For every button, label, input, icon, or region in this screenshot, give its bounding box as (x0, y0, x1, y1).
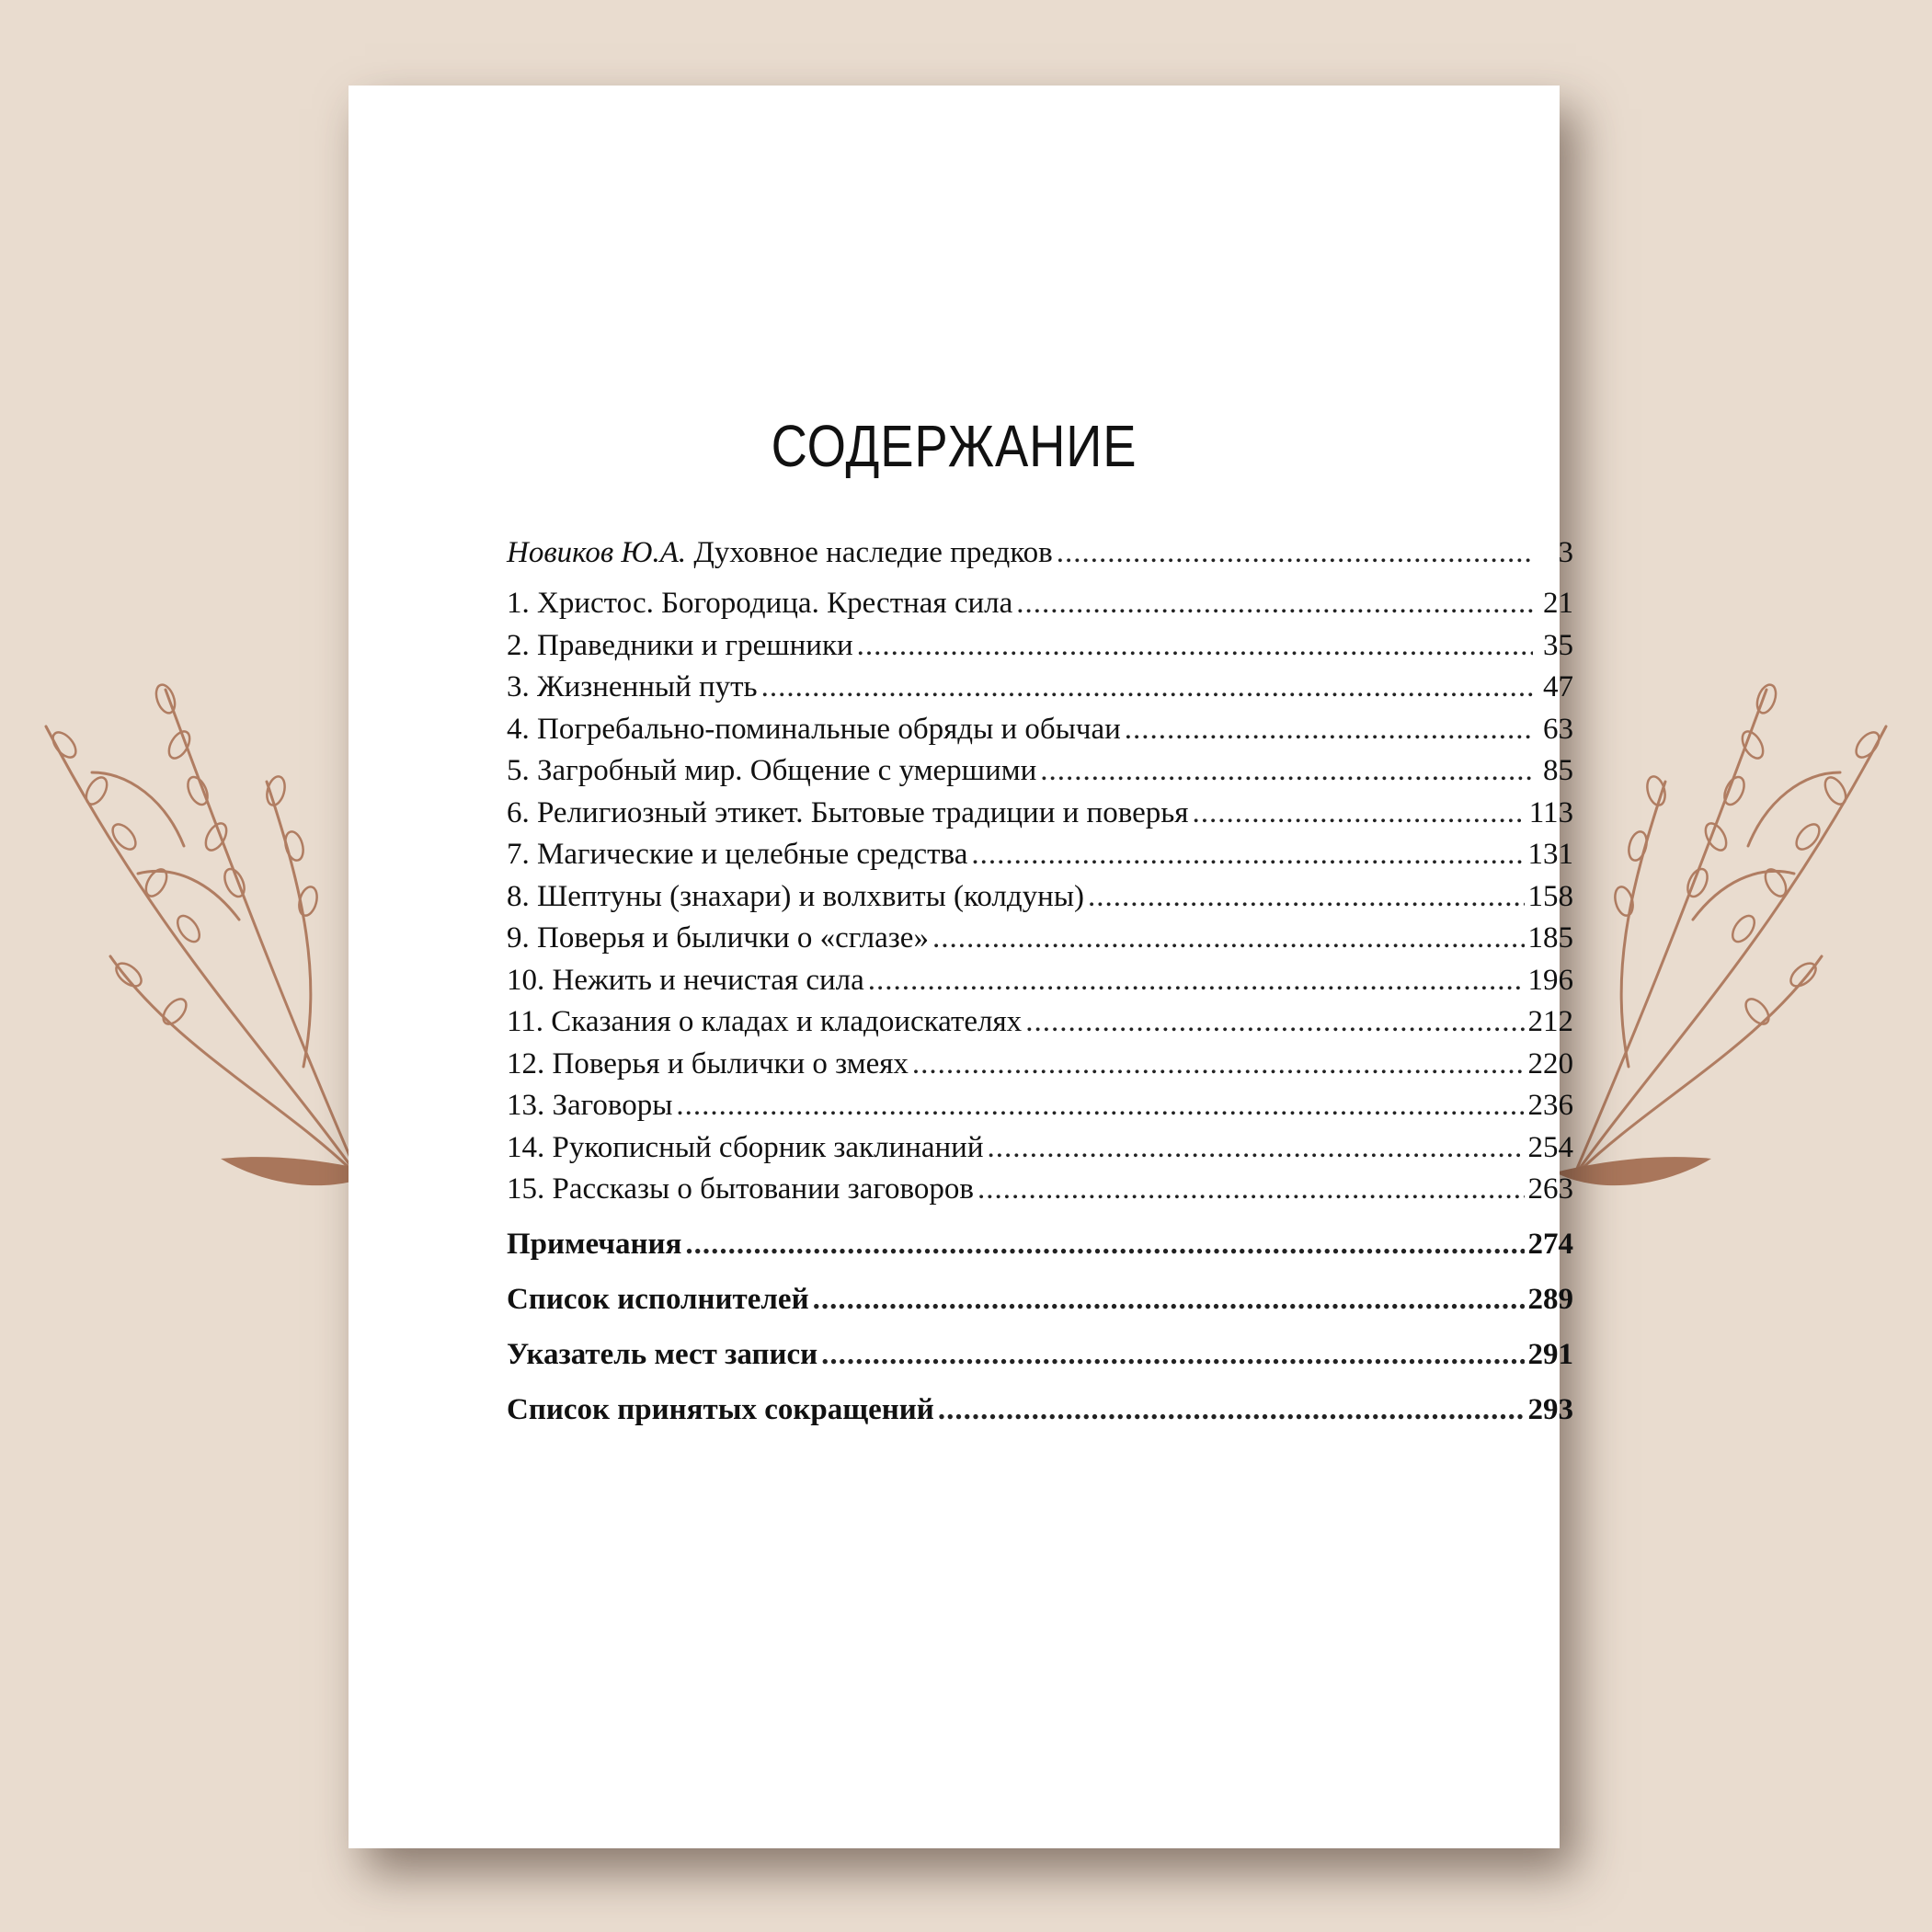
toc-page-number: 21 (1543, 587, 1573, 620)
dot-leader (1057, 536, 1533, 570)
toc-appendix-row (507, 1217, 1573, 1272)
toc-page-number: 85 (1543, 754, 1573, 787)
toc-entry-label: Список исполнителей (507, 1282, 809, 1316)
toc-appendix-row (507, 1272, 1573, 1327)
dot-leader (988, 1127, 1525, 1170)
toc-entry-label: 13. Заговоры (507, 1089, 673, 1122)
toc-chapter-row (507, 625, 1573, 668)
toc-entry-label: 4. Погребально-поминальные обряды и обычаи (507, 712, 1121, 746)
toc-entry-label: 7. Магические и целебные средства (507, 838, 968, 871)
toc-chapter-row (507, 667, 1573, 709)
toc-page-number: 236 (1527, 1089, 1573, 1122)
toc-entry-label: 2. Праведники и грешники (507, 628, 853, 662)
toc-entry-label: 8. Шептуны (знахари) и волхвиты (колдуны) (507, 879, 1084, 913)
toc-entry-label: 1. Христос. Богородица. Крестная сила (507, 587, 1013, 620)
dot-leader (932, 918, 1525, 960)
toc-entry-label: 15. Рассказы о бытовании заговоров (507, 1172, 974, 1206)
toc-page-number: 220 (1527, 1046, 1573, 1080)
dot-leader (977, 1169, 1525, 1211)
toc-preface-label (507, 536, 1053, 570)
dot-leader (912, 1044, 1525, 1086)
toc-chapter-row (507, 1169, 1573, 1211)
toc-chapter-row (507, 960, 1573, 1002)
toc-page-number: 158 (1527, 879, 1573, 913)
dot-leader (1040, 750, 1533, 793)
toc-page-number: 3 (1558, 536, 1573, 569)
dot-leader (971, 834, 1524, 876)
toc-chapter-row (507, 1127, 1573, 1170)
toc-chapter-row (507, 793, 1573, 835)
toc-chapter-row (507, 918, 1573, 960)
toc-chapter-row (507, 1044, 1573, 1086)
dot-leader (1016, 583, 1533, 625)
dot-leader (821, 1327, 1524, 1382)
toc-page-number: 212 (1527, 1005, 1573, 1038)
book-page (349, 86, 1573, 1848)
dot-leader (857, 625, 1533, 668)
dot-leader (868, 960, 1525, 1002)
dot-leader (1025, 1001, 1524, 1044)
toc-entry-label: Указатель мест записи (507, 1337, 818, 1371)
toc-chapter-list (507, 583, 1573, 1211)
preface-title: Духовное наследие предков (693, 536, 1053, 569)
toc-entry-label: 10. Нежить и нечистая сила (507, 963, 864, 997)
toc-entry-label: 5. Загробный мир. Общение с умершими (507, 754, 1037, 787)
page-title: СОДЕРЖАНИЕ (771, 413, 1137, 479)
toc-chapter-row (507, 709, 1573, 751)
toc-appendix-row (507, 1382, 1573, 1437)
toc-chapter-row (507, 583, 1573, 625)
dot-leader (938, 1382, 1525, 1437)
toc-chapter-row (507, 1001, 1573, 1044)
toc-page-number: 131 (1527, 838, 1573, 871)
table-of-contents (507, 536, 1573, 1437)
toc-entry-label: 12. Поверья и былички о змеях (507, 1046, 909, 1080)
toc-appendix-row (507, 1327, 1573, 1382)
dot-leader (1088, 876, 1525, 919)
dot-leader (676, 1085, 1524, 1127)
toc-page-number: 185 (1527, 921, 1573, 955)
toc-page-number: 263 (1527, 1172, 1573, 1206)
dot-leader (1192, 793, 1525, 835)
toc-page-number: 47 (1543, 670, 1573, 703)
toc-page-number: 254 (1527, 1130, 1573, 1164)
toc-page-number: 196 (1527, 963, 1573, 997)
toc-page-number: 63 (1543, 712, 1573, 746)
toc-entry-label: 9. Поверья и былички о «сглазе» (507, 921, 929, 955)
toc-page-number: 35 (1543, 628, 1573, 662)
toc-entry-label: Примечания (507, 1227, 682, 1261)
toc-entry-label: Список принятых сокращений (507, 1392, 934, 1426)
preface-author: Новиков Ю.А. (507, 536, 687, 569)
toc-page-number: 289 (1527, 1282, 1573, 1316)
dot-leader (685, 1217, 1524, 1272)
toc-entry-label: 14. Рукописный сборник заклинаний (507, 1130, 984, 1164)
toc-chapter-row (507, 1085, 1573, 1127)
dot-leader (761, 667, 1533, 709)
toc-page-number: 274 (1527, 1227, 1573, 1261)
toc-chapter-row (507, 876, 1573, 919)
dot-leader (813, 1272, 1525, 1327)
willow-branch-right-icon (1518, 662, 1904, 1232)
toc-entry-label: 6. Религиозный этикет. Бытовые традиции и поверья (507, 795, 1189, 829)
toc-page-number: 293 (1527, 1392, 1573, 1426)
toc-entry-label: 11. Сказания о кладах и кладоискателях (507, 1005, 1023, 1038)
toc-page-number: 113 (1528, 795, 1573, 829)
toc-preface-row (507, 536, 1573, 570)
toc-entry-label: 3. Жизненный путь (507, 670, 758, 703)
toc-chapter-row (507, 750, 1573, 793)
dot-leader (1125, 709, 1533, 751)
toc-chapter-row (507, 834, 1573, 876)
toc-appendix-list (507, 1217, 1573, 1437)
toc-page-number: 291 (1527, 1337, 1573, 1371)
